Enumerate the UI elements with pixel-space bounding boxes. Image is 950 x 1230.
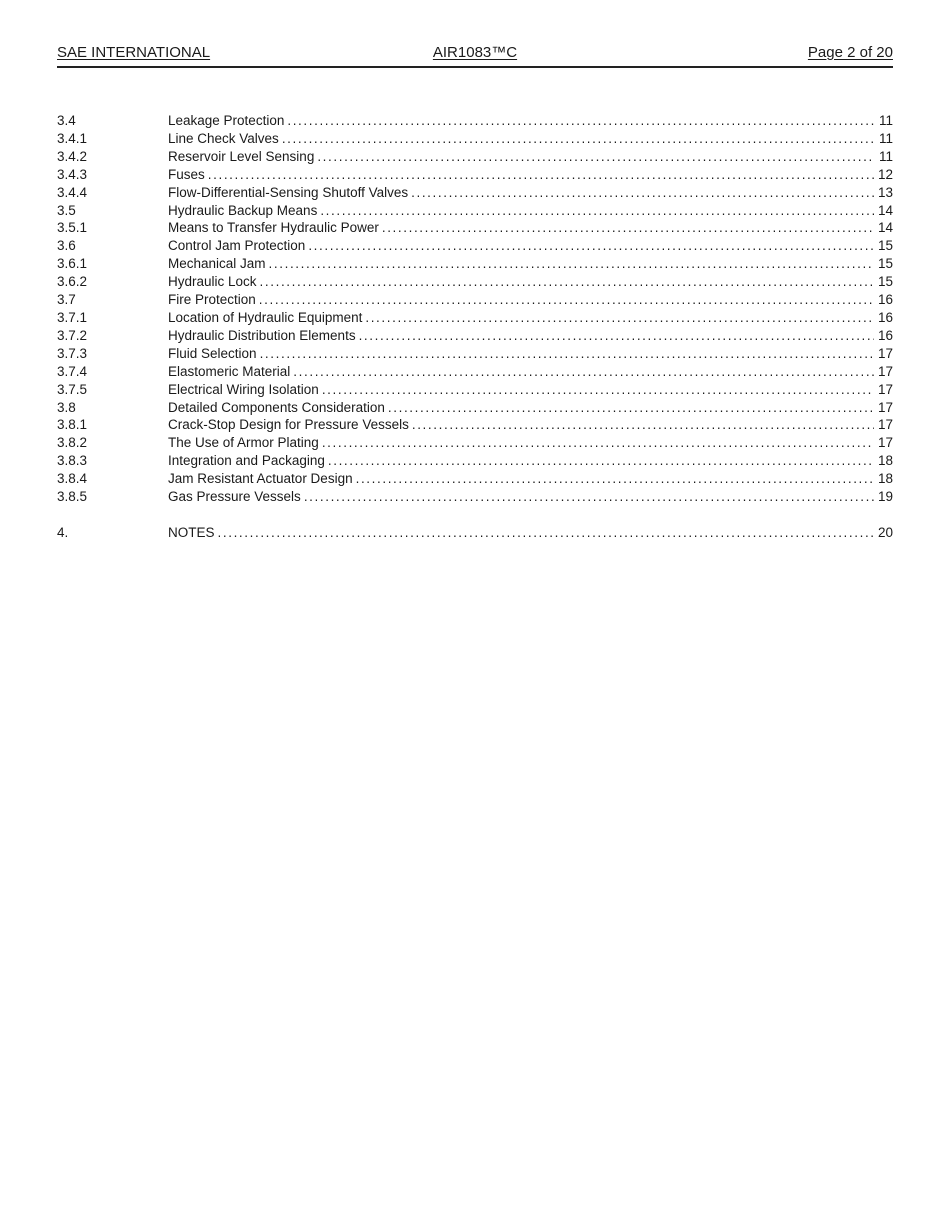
toc-section-number: 3.8.3	[57, 453, 88, 469]
toc-page-number: 11	[878, 130, 893, 146]
toc-section-number: 3.6.2	[57, 274, 88, 290]
toc-section-number: 3.7.3	[57, 345, 88, 361]
toc-entry-title: Control Jam Protection	[168, 238, 306, 254]
toc-entry-title: Hydraulic Distribution Elements	[168, 327, 356, 343]
toc-dot-leader	[259, 291, 874, 309]
toc-dot-leader	[260, 345, 874, 363]
toc-page-number: 17	[877, 345, 893, 361]
page-header	[57, 44, 893, 68]
toc-section-number: 3.7.5	[57, 381, 88, 397]
toc-entry-title: Electrical Wiring Isolation	[168, 381, 319, 397]
toc-dot-leader	[308, 237, 874, 255]
toc-section-number: 3.7	[57, 292, 76, 308]
toc-entry-title: Leakage Protection	[168, 113, 285, 128]
toc-entry-title: Fuses	[168, 166, 205, 182]
toc-row	[57, 345, 893, 363]
toc-section-number: 3.4.1	[57, 130, 88, 146]
toc-entry-title: Jam Resistant Actuator Design	[168, 471, 353, 487]
toc-row	[57, 184, 893, 202]
toc-entry-title: Flow-Differential-Sensing Shutoff Valves	[168, 184, 409, 200]
toc-row	[57, 309, 893, 327]
toc-section-number: 3.4.4	[57, 184, 88, 200]
toc-row	[57, 112, 893, 130]
toc-row	[57, 524, 893, 542]
toc-section-number: 3.5	[57, 202, 76, 218]
toc-section-number: 3.8.2	[57, 435, 88, 451]
toc-section-number: 3.8.5	[57, 489, 88, 505]
toc-dot-leader	[304, 488, 874, 506]
toc-dot-leader	[322, 381, 874, 399]
toc-entry-title: Reservoir Level Sensing	[168, 148, 315, 164]
toc-dot-leader	[218, 524, 874, 542]
toc-page-number: 15	[877, 256, 893, 272]
toc-section-number: 3.4	[57, 113, 76, 128]
toc-row	[57, 434, 893, 452]
publisher-name: SAE INTERNATIONAL	[57, 44, 211, 61]
toc-row	[57, 363, 893, 381]
toc-section-number: 3.8	[57, 399, 76, 415]
toc-entry-title: Integration and Packaging	[168, 453, 325, 469]
toc-page-number: 15	[877, 238, 893, 254]
document-number: AIR1083™C	[432, 44, 518, 61]
toc-page-number: 13	[877, 184, 893, 200]
toc-row	[57, 148, 893, 166]
toc-dot-leader	[293, 363, 874, 381]
toc-entry-title: NOTES	[168, 524, 215, 540]
toc-dot-leader	[269, 255, 874, 273]
header-center	[336, 44, 615, 61]
toc-row	[57, 219, 893, 237]
toc-dot-leader	[382, 219, 874, 237]
toc-page-number: 14	[877, 202, 893, 218]
toc-page-number: 17	[877, 417, 893, 433]
toc-dot-leader	[412, 416, 874, 434]
toc-dot-leader	[328, 452, 874, 470]
toc-row	[57, 273, 893, 291]
toc-entry-title: The Use of Armor Plating	[168, 435, 319, 451]
toc-dot-leader	[365, 309, 874, 327]
toc-row	[57, 470, 893, 488]
toc-row	[57, 291, 893, 309]
toc-entry-title: Hydraulic Backup Means	[168, 202, 318, 218]
header-left	[57, 44, 336, 61]
toc-section-number: 3.7.1	[57, 309, 88, 325]
toc-section-number: 3.8.1	[57, 417, 88, 433]
toc-page-number: 16	[877, 292, 893, 308]
toc-dot-leader	[208, 166, 874, 184]
toc-section-number: 3.7.4	[57, 363, 88, 379]
toc-entry-title: Line Check Valves	[168, 130, 279, 146]
toc-dot-leader	[260, 273, 874, 291]
toc-page-number: 17	[877, 435, 893, 451]
toc-entry-title: Elastomeric Material	[168, 363, 291, 379]
toc-section-number: 3.6	[57, 238, 76, 254]
toc-entry-title: Location of Hydraulic Equipment	[168, 309, 363, 325]
toc-page-number: 17	[877, 399, 893, 415]
toc-section-number: 4.	[57, 524, 69, 540]
toc-page-number: 18	[877, 471, 893, 487]
toc-list	[57, 112, 893, 542]
toc-row	[57, 237, 893, 255]
toc-page-number: 16	[877, 309, 893, 325]
toc-entry-title: Detailed Components Consideration	[168, 399, 385, 415]
toc-section-number: 3.4.2	[57, 148, 88, 164]
toc-section-number: 3.4.3	[57, 166, 88, 182]
toc-row	[57, 130, 893, 148]
toc-entry-title: Means to Transfer Hydraulic Power	[168, 220, 379, 236]
toc-dot-leader	[320, 202, 874, 220]
toc-row	[57, 166, 893, 184]
toc-entry-title: Mechanical Jam	[168, 256, 266, 272]
toc-dot-leader	[287, 112, 875, 130]
toc-dot-leader	[282, 130, 875, 148]
toc-dot-leader	[317, 148, 875, 166]
toc-row	[57, 452, 893, 470]
toc-section-number: 3.7.2	[57, 327, 88, 343]
toc-section-number: 3.5.1	[57, 220, 88, 236]
toc-page-number: 15	[877, 274, 893, 290]
toc-entry-title: Fire Protection	[168, 292, 256, 308]
toc-dot-leader	[359, 327, 874, 345]
toc-page-number: 20	[877, 524, 893, 540]
toc-row	[57, 202, 893, 220]
header-right	[614, 44, 893, 61]
toc-row	[57, 255, 893, 273]
toc-section-number: 3.6.1	[57, 256, 88, 272]
toc-row	[57, 488, 893, 506]
toc-section-number: 3.8.4	[57, 471, 88, 487]
toc-page-number: 12	[877, 166, 893, 182]
page-indicator: Page 2 of 20	[807, 44, 893, 61]
toc-dot-leader	[388, 399, 874, 417]
toc-row	[57, 399, 893, 417]
toc-row	[57, 416, 893, 434]
toc-entry-title: Gas Pressure Vessels	[168, 489, 301, 505]
toc-page-number: 14	[877, 220, 893, 236]
toc-row	[57, 327, 893, 345]
toc-dot-leader	[322, 434, 874, 452]
toc-dot-leader	[411, 184, 874, 202]
toc-page-number: 19	[877, 489, 893, 505]
toc-page-number: 16	[877, 327, 893, 343]
toc-page-number: 11	[878, 113, 893, 128]
toc-page-number: 17	[877, 381, 893, 397]
toc-page-number: 18	[877, 453, 893, 469]
toc-dot-leader	[356, 470, 874, 488]
toc-entry-title: Fluid Selection	[168, 345, 257, 361]
toc-page-number: 17	[877, 363, 893, 379]
toc-row	[57, 381, 893, 399]
toc-entry-title: Hydraulic Lock	[168, 274, 257, 290]
toc-page-number: 11	[878, 148, 893, 164]
toc-entry-title: Crack-Stop Design for Pressure Vessels	[168, 417, 409, 433]
